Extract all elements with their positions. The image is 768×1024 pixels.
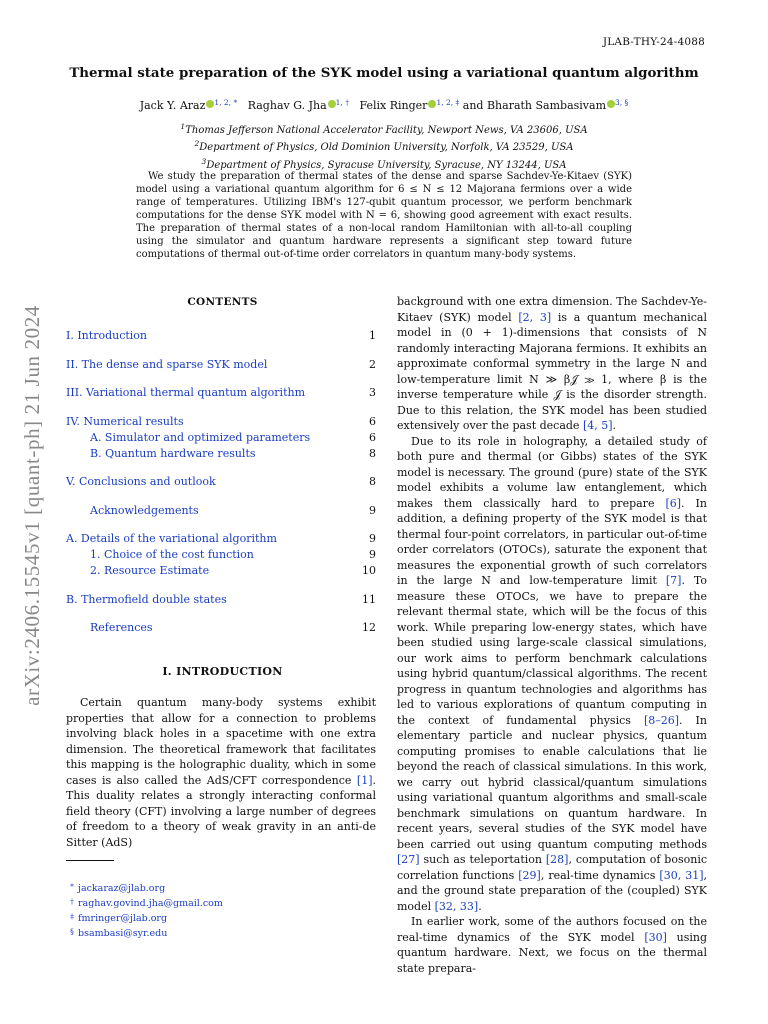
paragraph: In earlier work, some of the authors focused on the real-time dynamics of the SYK model [30] using quantum hardware. Next, we focus on the thermal state prepara- — [397, 915, 708, 975]
left-column-text — [66, 695, 376, 850]
toc-entry-page: 6 — [369, 414, 376, 428]
footnote: ‡ fmringer@jlab.org — [70, 912, 168, 924]
toc-entry-page: 6 — [369, 430, 376, 444]
email-link[interactable]: fmringer@jlab.org — [78, 913, 168, 924]
affiliation: $^2$Department of Physics, Old Dominion University, Norfolk, VA 23529, USA — [194, 139, 574, 154]
table-of-contents — [66, 328, 376, 636]
toc-entry-label[interactable]: III. Variational thermal quantum algorithm — [66, 386, 306, 399]
toc-entry-label[interactable]: IV. Numerical results — [66, 414, 184, 428]
author-1 — [248, 99, 349, 112]
toc-entry[interactable] — [66, 446, 376, 462]
author-3 — [487, 99, 628, 112]
toc-entry-page: 9 — [369, 532, 376, 545]
author-name: Bharath Sambasivam — [486, 99, 607, 112]
toc-entry[interactable] — [66, 414, 376, 430]
footnote-rule — [66, 860, 114, 861]
right-column-text — [397, 294, 707, 976]
paper-title: Thermal state preparation of the SYK model using a variational quantum algorithm — [69, 65, 699, 81]
citation-link[interactable]: [29] — [518, 868, 541, 882]
email-link[interactable]: raghav.govind.jha@gmail.com — [78, 898, 223, 909]
arxiv-identifier-stamp[interactable] — [14, 265, 50, 745]
citation-link[interactable]: [6] — [665, 496, 682, 510]
affiliation: $^3$Department of Physics, Syracuse University, Syracuse, NY 13244, USA — [201, 156, 567, 171]
footnote: † raghav.govind.jha@gmail.com — [70, 897, 223, 909]
footnote: § bsambasi@syr.edu — [70, 927, 168, 939]
toc-entry-page: 1 — [369, 329, 376, 342]
citation-link[interactable]: [28] — [545, 853, 569, 866]
toc-entry[interactable] — [66, 503, 376, 519]
toc-entry[interactable] — [66, 592, 376, 608]
citation-link[interactable]: [2, 3] — [518, 310, 552, 324]
citation-link[interactable]: [1] — [356, 773, 373, 787]
toc-entry[interactable] — [66, 357, 376, 373]
toc-entry-label[interactable]: V. Conclusions and outlook — [66, 475, 216, 488]
author-marks[interactable]: 3, § — [615, 98, 629, 107]
toc-entry[interactable] — [66, 547, 376, 563]
author-separator: and — [462, 99, 487, 112]
toc-entry-page: 2 — [369, 357, 376, 371]
author-list — [60, 98, 708, 112]
citation-link[interactable]: [27] — [397, 853, 420, 866]
arxiv-stamp-text: arXiv:2406.15545v1 [quant-ph] 21 Jun 2024 — [19, 304, 44, 706]
toc-entry-label[interactable]: B. Thermofield double states — [66, 592, 227, 606]
toc-entry-label[interactable]: B. Quantum hardware results — [90, 446, 256, 460]
author-0 — [140, 99, 238, 112]
toc-entry-page: 12 — [362, 621, 376, 634]
contents-heading: CONTENTS — [187, 296, 258, 308]
toc-entry-page: 8 — [369, 475, 376, 488]
author-marks[interactable]: 1, 2, ‡ — [436, 98, 460, 107]
toc-entry-page: 9 — [369, 503, 376, 517]
abstract — [136, 170, 632, 261]
toc-entry-label[interactable]: II. The dense and sparse SYK model — [66, 357, 268, 371]
toc-entry-page: 9 — [369, 548, 376, 561]
paragraph: Certain quantum many-body systems exhibit properties that allow for a connection to problems involving black holes in a spacetime with one extra dimension. The theoretical framework that facilitates this mapping is the holographic duality, which in some cases is also called the AdS/CFT correspondence [1]. This duality relates a strongly interacting conformal field theory (CFT) involving a large number of degrees of freedom to a theory of weak gravity in an anti-de Sitter (AdS) — [66, 696, 376, 849]
toc-entry-label[interactable]: 2. Resource Estimate — [90, 564, 210, 577]
paragraph: Due to its role in holography, a detailed study of both pure and thermal (or Gibbs) states of the SYK model is necessary. The ground (pure) state of the SYK model exhibits a volume law entanglement, which makes them classically hard to prepare [6]. In addition, a defining property of the SYK model is that thermal four-point correlators, in particular out-of-time order correlators (OTOCs), saturate the exponent that measures the exponential growth of such correlators in the large N and low-temperature limit [7]. To measure these OTOCs, we have to prepare the relevant thermal state, which will be the focus of this work. While preparing low-energy states, which have been studied using large-scale classical simulations, our work aims to perform benchmark calculations using hybrid quantum/classical algorithms. The recent progress in quantum technologies and algorithms has led to various explorations of quantum computing in the context of fundamental physics [8–26]. In elementary particle and nuclear physics, quantum computing promises to enable calculations that lie beyond the reach of classical simulations. In this work, we carry out hybrid classical/quantum simulations using variational quantum algorithms and small-scale benchmark simulations on quantum hardware. In recent years, several studies of the SYK model have been carried out using quantum computing methods [27] such as teleportation [28], computation of bosonic correlation functions [29], real-time dynamics [30, 31], and the ground state preparation of the (coupled) SYK model [32, 33]. — [397, 434, 708, 913]
toc-entry-page: 10 — [362, 564, 376, 577]
citation-link[interactable]: [8–26] — [643, 713, 680, 727]
toc-entry-label[interactable]: A. Details of the variational algorithm — [66, 532, 277, 545]
email-link[interactable]: jackaraz@jlab.org — [78, 883, 166, 894]
affiliations — [60, 120, 708, 172]
citation-link[interactable]: [30] — [644, 930, 667, 944]
orcid-icon[interactable] — [328, 100, 336, 108]
toc-entry-page: 11 — [362, 592, 376, 606]
toc-entry[interactable] — [66, 620, 376, 636]
orcid-icon[interactable] — [607, 100, 615, 108]
author-marks[interactable]: 1, † — [335, 98, 349, 107]
toc-entry[interactable] — [66, 385, 376, 401]
toc-entry-label[interactable]: References — [90, 621, 153, 634]
toc-entry[interactable] — [66, 474, 376, 490]
author-2 — [359, 99, 459, 112]
toc-entry[interactable] — [66, 563, 376, 579]
citation-link[interactable]: [4, 5] — [582, 419, 613, 432]
toc-entry[interactable] — [66, 531, 376, 547]
toc-entry-page: 8 — [369, 446, 376, 460]
author-name: Raghav G. Jha — [247, 99, 327, 112]
toc-entry[interactable] — [66, 430, 376, 446]
author-name: Felix Ringer — [359, 99, 428, 112]
toc-entry[interactable] — [66, 328, 376, 344]
abstract-text: We study the preparation of thermal states of the dense and sparse Sachdev-Ye-Kitaev (SYK) model using a variational quantum algorithm for 6 ≤ N ≤ 12 Majorana fermions over a wide range of temperatures. Utilizing IBM's 127-qubit quantum processor, we perform benchmark computations for the dense SYK model with N = 6, showing good agreement with exact results. The preparation of thermal states of a non-local random Hamiltonian with all-to-all coupling using the simulator and quantum hardware represents a significant step toward future computations of thermal out-of-time order correlators in quantum many-body systems. — [136, 171, 632, 260]
author-separator — [241, 99, 245, 112]
report-number: JLAB-THY-24-4088 — [602, 36, 705, 48]
citation-link[interactable]: [30, 31] — [659, 868, 704, 882]
footnotes — [66, 880, 223, 940]
email-link[interactable]: bsambasi@syr.edu — [78, 928, 168, 939]
citation-link[interactable]: [32, 33] — [434, 899, 479, 913]
toc-entry-label[interactable]: I. Introduction — [66, 329, 148, 342]
toc-entry-label[interactable]: Acknowledgements — [90, 503, 199, 517]
toc-entry-label[interactable]: 1. Choice of the cost function — [90, 548, 254, 561]
toc-entry-page: 3 — [369, 386, 376, 399]
author-marks[interactable]: 1, 2, * — [214, 98, 238, 107]
paragraph: background with one extra dimension. The Sachdev-Ye-Kitaev (SYK) model [2, 3] is a quantum mechanical model in (0 + 1)-dimensions that consists of N randomly interacting Majorana fermions. It exhibits an approximate conformal symmetry in the large N and low-temperature limit N ≫ β𝒥 ≫ 1, where β is the inverse temperature while 𝒥 is the disorder strength. Due to this relation, the SYK model has been studied extensively over the past decade [4, 5]. — [397, 295, 707, 432]
section-heading-introduction: I. INTRODUCTION — [162, 665, 283, 678]
toc-entry-label[interactable]: A. Simulator and optimized parameters — [90, 430, 311, 444]
affiliation: $^1$Thomas Jefferson National Accelerator Facility, Newport News, VA 23606, USA — [180, 122, 588, 136]
footnote: * jackaraz@jlab.org — [70, 882, 166, 894]
citation-link[interactable]: [7] — [665, 574, 682, 587]
author-name: Jack Y. Araz — [139, 99, 206, 112]
author-separator — [352, 99, 356, 112]
